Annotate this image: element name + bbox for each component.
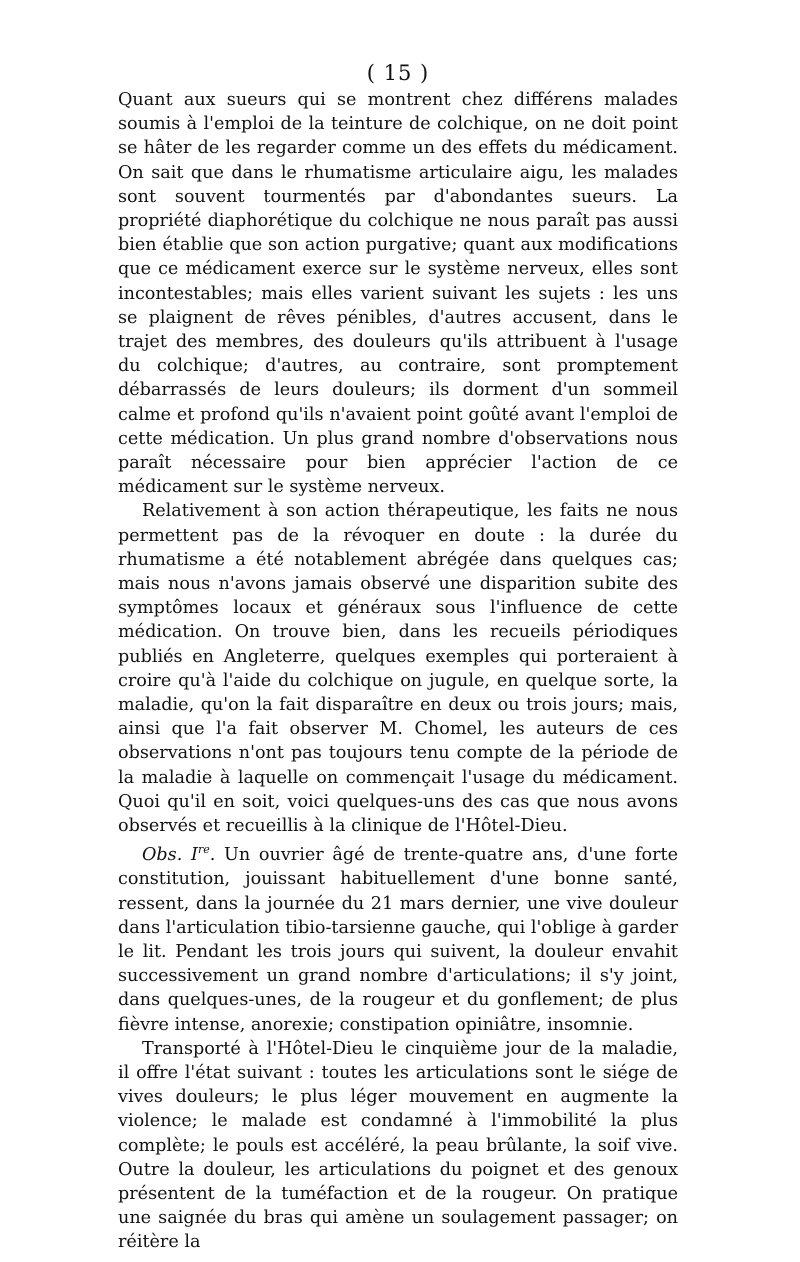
paragraph-sueurs: Quant aux sueurs qui se montrent chez différens malades soumis à l'emploi de la teinture de colchique, on ne doit point se hâter de les regarder comme un des effets du médicament. On sait que dans le rhumatisme articulaire aigu, les malades sont souvent tourmentés par d'abondantes sueurs. La propriété diaphorétique du colchique ne nous paraît pas aussi bien établie que son action purgative; quant aux modifications que ce médicament exerce sur le système nerveux, elles sont incontestables; mais elles varient suivant les sujets : les uns se plaignent de rêves pénibles, d'autres accusent, dans le trajet des membres, des douleurs qu'ils attribuent à l'usage du colchique; d'autres, au contraire, sont promptement débarrassés de leurs douleurs; ils dorment d'un sommeil calme et profond qu'ils n'avaient point goûté avant l'emploi de cette médication. Un plus grand nombre d'observations nous paraît nécessaire pour bien apprécier l'action de ce médicament sur le système nerveux. xyxy=(118,90,678,498)
observation-paragraph xyxy=(118,838,678,1036)
observation-text: . Un ouvrier âgé de trente-quatre ans, d'une forte constitution, jouissant habituellement d'une bonne santé, ressent, dans la journée du 21 mars dernier, une vive douleur dans l'articulation tibio-tarsienne gauche, qui l'oblige à garder le lit. Pendant les trois jours qui suivent, la douleur envahit successivement un grand nombre d'articulations; il s'y joint, dans quelques-unes, de la rougeur et du gonflement; de plus fièvre intense, anorexie; constipation opiniâtre, insomnie. xyxy=(118,845,678,1035)
paragraph-action-therapeutique: Relativement à son action thérapeutique, les faits ne nous permettent pas de la révoquer en doute : la durée du rhumatisme a été notablement abrégée dans quelques cas; mais nous n'avons jamais observé une disparition subite des symptômes locaux et généraux sous l'influence de cette médication. On trouve bien, dans les recueils périodiques publiés en Angleterre, quelques exemples qui porteraient à croire qu'à l'aide du colchique on jugule, en quelque sorte, la maladie, qu'on la fait disparaître en deux ou trois jours; mais, ainsi que l'a fait observer M. Chomel, les auteurs de ces observations n'ont pas toujours tenu compte de la période de la maladie à laquelle on commençait l'usage du médicament. Quoi qu'il en soit, voici quelques-uns des cas que nous avons observés et recueillis à la clinique de l'Hôtel-Dieu. xyxy=(118,501,678,837)
book-page xyxy=(118,60,678,1255)
observation-label-superscript: re xyxy=(197,843,210,857)
page-number: ( 15 ) xyxy=(366,61,430,85)
paragraph-transporte: Transporté à l'Hôtel-Dieu le cinquième jour de la maladie, il offre l'état suivant : toutes les articulations sont le siége de vives douleurs; le plus léger mouvement en augmente la violence; le malade est condamné à l'immobilité la plus complète; le pouls est accéléré, la peau brûlante, la soif vive. Outre la douleur, les articulations du poignet et des genoux présentent de la tuméfaction et de la rougeur. On pratique une saignée du bras qui amène un soulagement passager; on réitère la xyxy=(118,1038,678,1253)
observation-label: Obs. I xyxy=(142,845,198,866)
